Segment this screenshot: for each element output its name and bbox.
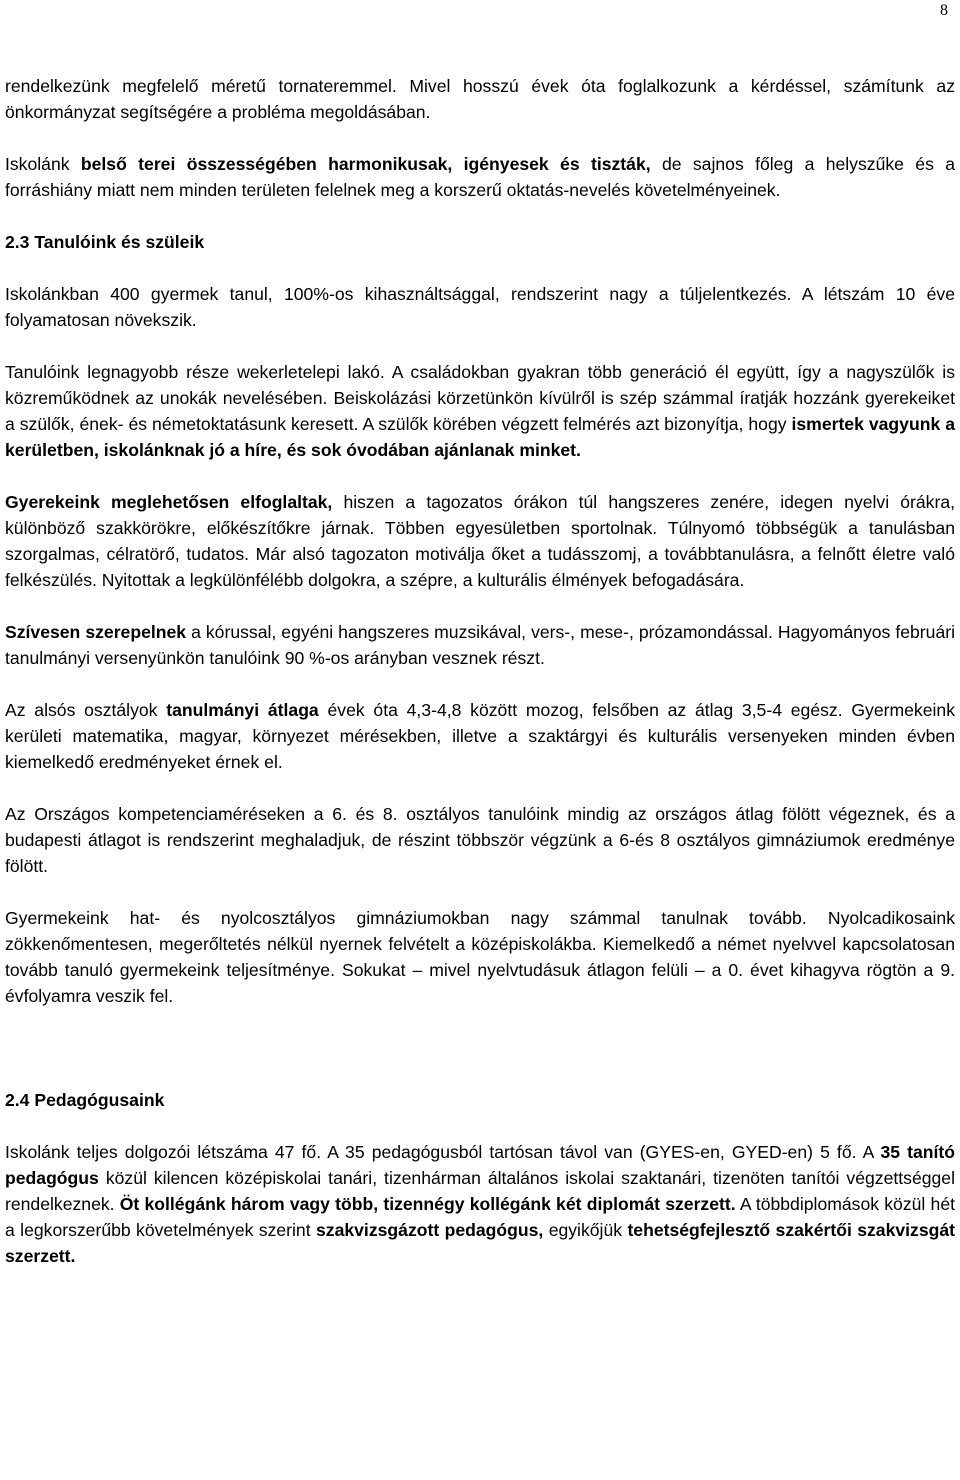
paragraph-text: Az Országos kompetenciaméréseken a 6. és 8. osztályos tanulóink mindig az országos átlag fölött végeznek, és a budapesti átlagot is rendszerint meghaladjuk, de részint többször végzünk a 6-és 8 osztályos gimnáziumok eredménye fölött. [5,804,955,876]
page-number: 8 [940,2,948,19]
paragraph-text: Az alsós osztályok [5,700,167,720]
paragraph-text: rendelkezünk megfelelő méretű tornateremmel. Mivel hosszú évek óta foglalkozunk a kérdéssel, számítunk az önkormányzat segítségére a probléma megoldásában. [5,76,955,122]
paragraph-busy-children [5,489,955,593]
paragraph-grade-average [5,697,955,775]
paragraph-text: A többdiplomások közül hét a legkorszerűbb követelmények szerint [5,1194,955,1240]
paragraph-text: Iskolánk teljes dolgozói létszáma 47 fő. A 35 pedagógusból tartósan távol van (GYES-en, GYED-en) 5 fő. A [5,1142,881,1162]
paragraph-text: Iskolánkban 400 gyermek tanul, 100%-os kihasználtsággal, rendszerint nagy a túljelentkezés. A létszám 10 éve folyamatosan növekszik. [5,284,955,330]
bold-text: tehetségfejlesztő szakértői szakvizsgát szerzett. [5,1220,956,1266]
bold-text: Szívesen szerepelnek [5,622,187,642]
paragraph-further-studies [5,905,955,1009]
paragraph-gym [5,73,955,125]
bold-text: ismertek vagyunk a kerületben, iskolánknak jó a híre, és sok óvodában ajánlanak minket. [5,414,955,460]
paragraph-text: Iskolánk [5,154,81,174]
bold-text: tanulmányi átlaga [166,700,319,720]
bold-text: Öt kollégánk három vagy több, tizennégy kollégánk két diplomát szerzett. [119,1194,736,1214]
paragraph-text: a kórussal, egyéni hangszeres muzsikával, vers-, mese-, prózamondással. Hagyományos februári tanulmányi versenyünkön tanulóink 90 %-os arányban vesznek részt. [5,622,955,668]
section-heading-2-3: 2.3 Tanulóink és szüleik [5,232,205,252]
paragraph-text: egyikőjük [543,1220,628,1240]
bold-text: 35 tanító pedagógus [5,1142,956,1188]
paragraph-competency [5,801,955,879]
bold-text: Gyerekeink meglehetősen elfoglaltak, [5,492,333,512]
bold-text: belső terei összességében harmonikusak, igényesek és tiszták, [80,154,651,174]
paragraph-performances [5,619,955,671]
bold-text: szakvizsgázott pedagógus, [316,1220,544,1240]
paragraph-residents [5,359,955,463]
paragraph-teachers [5,1139,955,1269]
paragraph-text: hiszen a tagozatos órákon túl hangszeres zenére, idegen nyelvi órákra, különböző szakkörökre, előkészítőkre járnak. Többen egyesületben sportolnak. Túlnyomó többségük a tanulásban szorgalmas, célratörő, tudatos. Már alsó tagozaton motiválja őket a tudásszomj, a továbbtanulásra, a felnőtt életre való felkészülés. Nyitottak a legkülönfélébb dolgokra, a szépre, a kulturális élmények befogadására. [5,492,956,590]
section-heading-2-4: 2.4 Pedagógusaink [5,1090,165,1110]
paragraph-text: közül kilencen középiskolai tanári, tizenhárman általános iskolai szaktanári, tizenöten tanítói végzettséggel rendelkeznek. [5,1168,955,1214]
document-body [5,73,955,1269]
paragraph-text: Tanulóink legnagyobb része wekerletelepi lakó. A családokban gyakran több generáció él együtt, így a nagyszülők is közreműködnek az unokák nevelésében. Beiskolázási körzetünkön kívülről is szép számmal íratják hozzánk gyerekeiket a szülők, ének- és németoktatásunk keresett. A szülők körében végzett felmérés azt bizonyítja, hogy [5,362,955,434]
paragraph-enrollment [5,281,955,333]
paragraph-text: Gyermekeink hat- és nyolcosztályos gimnáziumokban nagy számmal tanulnak tovább. Nyolcadikosaink zökkenőmentesen, megerőltetés nélkül nyernek felvételt a középiskolákba. Kiemelkedő a német nyelvvel kapcsolatosan tovább tanuló gyermekeink teljesítménye. Sokukat – mivel nyelvtudásuk átlagon felüli – a 0. évet kihagyva rögtön a 9. évfolyamra veszik fel. [5,908,955,1006]
paragraph-text: évek óta 4,3-4,8 között mozog, felsőben az átlag 3,5-4 egész. Gyermekeink kerületi matematika, magyar, környezet mérésekben, illetve a szaktárgyi és kulturális versenyeken minden évben kiemelkedő eredményeket érnek el. [5,700,955,772]
paragraph-interior [5,151,955,203]
paragraph-text: de sajnos főleg a helyszűke és a forráshiány miatt nem minden területen felelnek meg a korszerű oktatás-nevelés követelményeinek. [5,154,955,200]
